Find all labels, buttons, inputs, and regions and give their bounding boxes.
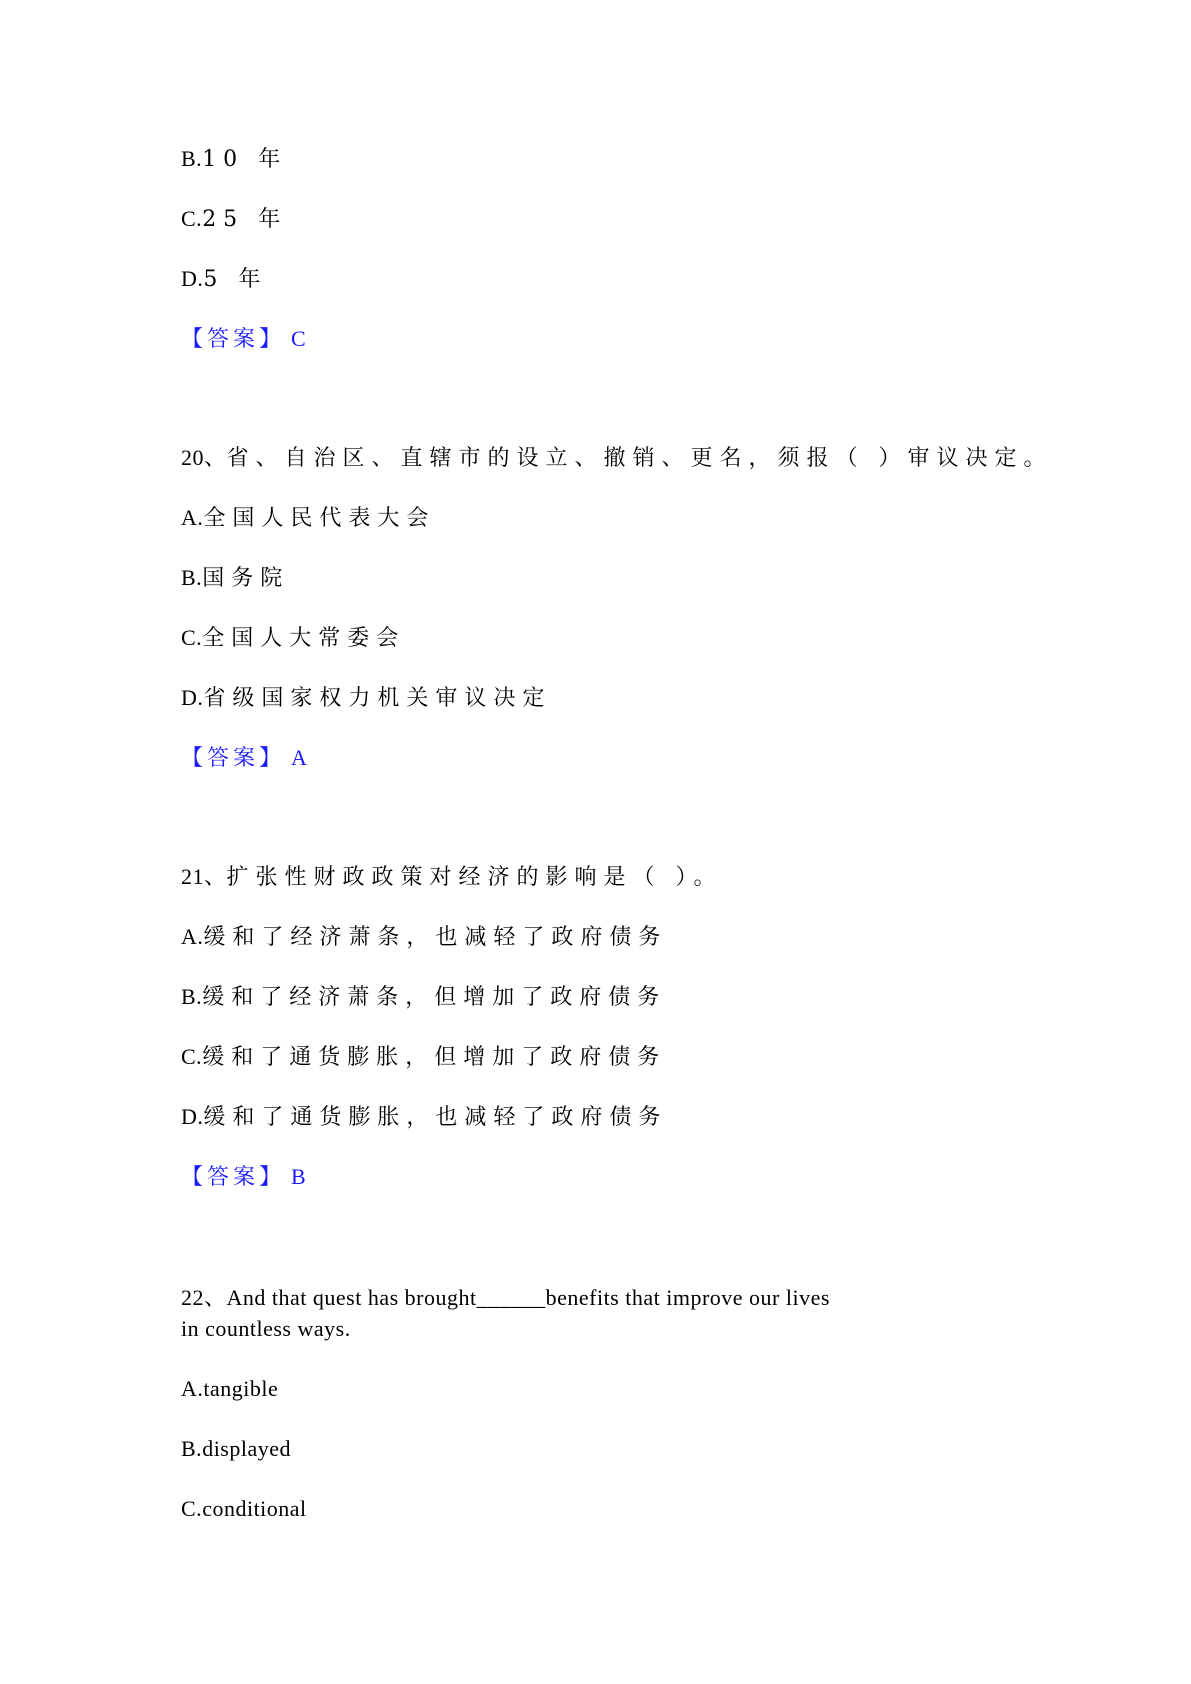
option-letter: C. [181, 1496, 203, 1521]
option-text: 5 年 [203, 267, 268, 292]
option-letter: A. [181, 924, 204, 949]
question-text: 扩张性财政政策对经济的影响是（ ）。 [226, 865, 723, 890]
q21-option-d [181, 1102, 667, 1133]
q19-option-d [181, 264, 267, 295]
question-number: 22、 [181, 1285, 227, 1310]
option-text: 全国人民代表大会 [203, 506, 436, 531]
q19-option-c [181, 204, 287, 235]
option-text: conditional [202, 1496, 307, 1521]
answer-label: 【答案】 [181, 746, 286, 771]
q22-option-b [181, 1434, 291, 1464]
option-letter: C. [181, 625, 203, 650]
option-letter: D. [181, 266, 204, 291]
option-letter: B. [181, 146, 203, 171]
q21-option-b [181, 982, 666, 1013]
q21-option-c [181, 1042, 666, 1073]
option-letter: B. [181, 565, 203, 590]
answer-label: 【答案】 [181, 1165, 286, 1190]
question-text-line1: And that quest has brought______benefits that improve our lives [226, 1285, 830, 1310]
question-text: 省、自治区、直辖市的设立、撤销、更名，须报（ ）审议决定。 [226, 446, 1053, 471]
q19-answer [181, 324, 306, 355]
q22-stem-continued [181, 1314, 351, 1344]
q22-option-a [181, 1374, 278, 1404]
option-text: 缓和了通货膨胀，也减轻了政府债务 [203, 1105, 668, 1130]
option-text: 省级国家权力机关审议决定 [203, 686, 552, 711]
answer-value: C [291, 326, 307, 351]
q20-option-b [181, 563, 289, 594]
q19-option-b [181, 144, 287, 175]
q20-option-d [181, 683, 551, 714]
answer-label: 【答案】 [181, 327, 286, 352]
option-letter: A. [181, 505, 204, 530]
q21-answer [181, 1162, 306, 1193]
question-number: 21、 [181, 864, 227, 889]
option-letter: C. [181, 1044, 203, 1069]
question-text-line2: in countless ways. [181, 1316, 351, 1341]
answer-value: A [291, 745, 308, 770]
option-text: 10 年 [202, 147, 288, 172]
q20-option-a [181, 503, 435, 534]
option-text: displayed [202, 1436, 292, 1461]
question-number: 20、 [181, 445, 227, 470]
option-text: tangible [203, 1376, 279, 1401]
option-text: 缓和了通货膨胀，但增加了政府债务 [202, 1045, 667, 1070]
option-text: 缓和了经济萧条，但增加了政府债务 [202, 985, 667, 1010]
option-letter: B. [181, 1436, 203, 1461]
option-text: 国务院 [202, 566, 290, 591]
q21-option-a [181, 922, 667, 953]
q20-stem [181, 443, 1053, 474]
q21-stem [181, 862, 723, 893]
q22-option-c [181, 1494, 307, 1524]
option-letter: D. [181, 1104, 204, 1129]
option-letter: C. [181, 206, 203, 231]
option-letter: B. [181, 984, 203, 1009]
q20-answer [181, 743, 307, 774]
option-text: 全国人大常委会 [202, 626, 406, 651]
option-letter: D. [181, 685, 204, 710]
answer-value: B [291, 1164, 307, 1189]
option-letter: A. [181, 1376, 204, 1401]
q22-stem [181, 1283, 830, 1313]
q20-option-c [181, 623, 405, 654]
option-text: 25 年 [202, 207, 288, 232]
option-text: 缓和了经济萧条，也减轻了政府债务 [203, 925, 668, 950]
